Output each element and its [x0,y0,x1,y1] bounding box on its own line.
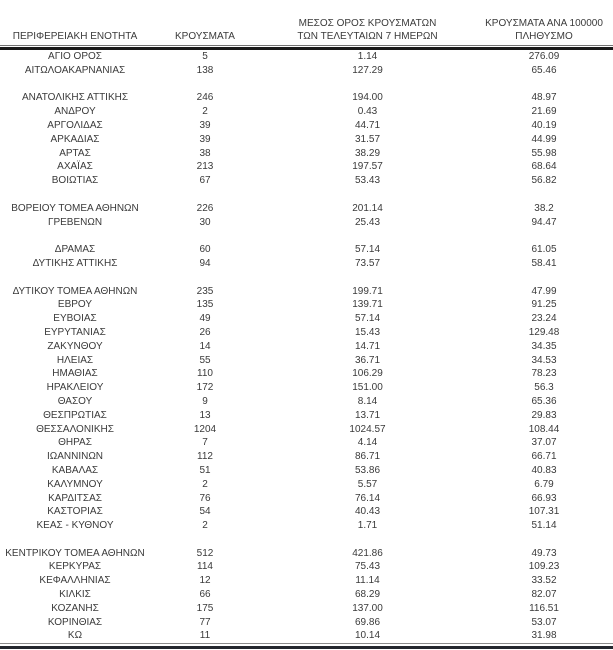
cases-cell: 11 [199,630,211,642]
per100k-cell: 55.98 [531,147,557,159]
table-row [0,119,613,133]
spacer-cell [0,188,613,202]
cases-cell: 213 [196,161,214,173]
per100k-cell: 91.25 [531,299,557,311]
column-header-per-100000 [475,11,613,46]
avg7-cell: 1024.57 [349,423,386,435]
table-row [0,519,613,533]
column-header-line2: ΠΕΡΙΦΕΡΕΙΑΚΗ ΕΝΟΤΗΤΑ [12,31,138,42]
avg7-cell: 201.14 [352,202,383,214]
per100k-cell: 116.51 [529,602,559,614]
cases-cell: 38 [199,147,211,159]
table-row [0,395,613,409]
table-row [0,216,613,230]
avg7-cell: 31.57 [354,133,381,145]
column-header-cases [150,11,260,46]
spacer-row [0,271,613,285]
column-header-line2: ΚΡΟΥΣΜΑΤΑ [175,31,235,42]
cases-cell: 1204 [193,423,217,435]
region-cell: ΚΑΒΑΛΑΣ [51,464,99,476]
column-header-7day-average [260,11,475,46]
column-header-line1: ΚΡΟΥΣΜΑΤΑ ΑΝΑ 100000 [485,18,603,29]
table-row [0,588,613,602]
avg7-cell: 421.86 [352,547,383,559]
table-row [0,326,613,340]
table-row [0,450,613,464]
cases-cell: 39 [199,119,211,131]
avg7-cell: 38.29 [354,147,381,159]
bottom-rules [0,643,613,649]
per100k-cell: 68.64 [531,161,557,173]
region-cell: ΚΟΖΑΝΗΣ [51,602,99,614]
per100k-cell: 31.98 [531,630,557,642]
per100k-cell: 109.23 [528,561,560,573]
avg7-cell: 139.71 [352,299,383,311]
region-cell: ΔΥΤΙΚΗΣ ΑΤΤΙΚΗΣ [32,257,118,269]
avg7-cell: 4.14 [357,437,378,449]
region-cell: ΑΡΚΑΔΙΑΣ [50,133,100,145]
table-row [0,464,613,478]
cases-cell: 76 [199,492,211,504]
column-header-line2: ΤΩΝ ΤΕΛΕΥΤΑΙΩΝ 7 ΗΜΕΡΩΝ [297,31,438,42]
avg7-cell: 137.00 [352,602,383,614]
column-header-regional-unit [0,11,150,46]
avg7-cell: 151.00 [352,382,383,394]
cases-cell: 77 [199,616,211,628]
region-cell: ΕΒΡΟΥ [57,299,93,311]
region-cell: ΚΩ [67,630,83,642]
bottom-thin-rule [0,643,613,644]
region-cell: ΔΡΑΜΑΣ [54,244,96,256]
per100k-cell: 48.97 [531,92,557,104]
table-row [0,257,613,271]
table-row [0,202,613,216]
column-header-line1: ΜΕΣΟΣ ΟΡΟΣ ΚΡΟΥΣΜΑΤΩΝ [298,18,437,29]
per100k-cell: 65.46 [531,64,557,76]
region-cell: ΘΕΣΣΑΛΟΝΙΚΗΣ [36,423,114,435]
table-row [0,602,613,616]
cases-cell: 235 [196,285,214,297]
cases-cell: 12 [199,575,211,587]
table-row [0,616,613,630]
table-row [0,354,613,368]
per100k-cell: 56.82 [531,175,557,187]
per100k-cell: 37.07 [531,437,557,449]
avg7-cell: 76.14 [354,492,381,504]
region-cell: ΚΟΡΙΝΘΙΑΣ [47,616,103,628]
cases-cell: 39 [199,133,211,145]
spacer-row [0,188,613,202]
cases-cell: 226 [196,202,214,214]
cases-cell: 67 [199,175,211,187]
per100k-cell: 51.14 [531,520,557,532]
spacer-row [0,533,613,547]
per100k-cell: 53.07 [531,616,557,628]
header-row [0,11,613,46]
per100k-cell: 78.23 [531,368,557,380]
region-cell: ΓΡΕΒΕΝΩΝ [47,216,103,228]
region-cell: ΑΓΙΟ ΟΡΟΣ [48,51,102,62]
region-cell: ΔΥΤΙΚΟΥ ΤΟΜΕΑ ΑΘΗΝΩΝ [12,285,138,297]
region-cell: ΚΙΛΚΙΣ [59,589,91,601]
avg7-cell: 86.71 [354,451,381,463]
table-body [0,50,613,643]
region-cell: ΖΑΚΥΝΘΟΥ [47,340,103,352]
cases-cell: 55 [199,354,211,366]
cases-cell: 2 [202,478,208,490]
table-row [0,423,613,437]
avg7-cell: 57.14 [354,244,381,256]
table-row [0,381,613,395]
cases-cell: 26 [199,326,211,338]
per100k-cell: 82.07 [531,589,557,601]
table-row [0,505,613,519]
per100k-cell: 21.69 [531,106,557,118]
table-row [0,340,613,354]
cases-cell: 94 [199,257,211,269]
avg7-cell: 53.43 [354,175,381,187]
avg7-cell: 8.14 [357,395,378,407]
region-cell: ΙΩΑΝΝΙΝΩΝ [46,451,104,463]
avg7-cell: 5.57 [357,478,378,490]
cases-cell: 66 [199,589,211,601]
cases-cell: 512 [196,547,214,559]
avg7-cell: 44.71 [354,119,381,131]
table-row [0,105,613,119]
per100k-cell: 23.24 [531,313,557,325]
per100k-cell: 34.35 [531,340,557,352]
table-row [0,298,613,312]
avg7-cell: 127.29 [352,64,383,76]
region-cell: ΘΕΣΠΡΩΤΙΑΣ [43,409,107,421]
per100k-cell: 107.31 [528,506,560,518]
spacer-row [0,229,613,243]
avg7-cell: 57.14 [354,313,381,325]
region-cell: ΚΑΡΔΙΤΣΑΣ [48,492,102,504]
avg7-cell: 25.43 [354,216,381,228]
table-row [0,436,613,450]
per100k-cell: 65.36 [531,395,557,407]
avg7-cell: 0.43 [357,106,378,118]
table-row [0,160,613,174]
table-row [0,285,613,299]
per100k-cell: 34.53 [531,354,557,366]
region-cell: ΚΕΦΑΛΛΗΝΙΑΣ [39,575,111,587]
region-cell: ΗΛΕΙΑΣ [56,354,94,366]
spacer-cell [0,78,613,92]
avg7-cell: 40.43 [354,506,381,518]
region-cell: ΚΕΑΣ - ΚΥΘΝΟΥ [36,520,114,532]
table-row [0,478,613,492]
avg7-cell: 14.71 [354,340,381,352]
region-cell: ΚΑΣΤΟΡΙΑΣ [47,506,103,518]
per100k-cell: 29.83 [531,409,557,421]
avg7-cell: 10.14 [354,630,381,642]
region-cell: ΗΜΑΘΙΑΣ [52,368,98,380]
cases-cell: 246 [196,92,214,104]
table-row [0,50,613,64]
table-row [0,243,613,257]
avg7-cell: 13.71 [354,409,381,421]
bottom-thick-rule [0,646,613,649]
avg7-cell: 11.14 [355,575,380,587]
region-cell: ΘΑΣΟΥ [57,395,93,407]
per100k-cell: 56.3 [534,382,554,394]
cases-cell: 2 [202,106,208,118]
avg7-cell: 68.29 [354,589,381,601]
avg7-cell: 1.71 [357,520,378,532]
region-cell: ΗΡΑΚΛΕΙΟΥ [46,382,104,394]
table-footer [0,643,613,649]
table-row [0,174,613,188]
cases-cell: 2 [202,520,208,532]
spacer-row [0,78,613,92]
cases-cell: 60 [199,244,211,256]
per100k-cell: 38.2 [534,202,554,214]
per100k-cell: 58.41 [531,257,557,269]
cases-cell: 54 [199,506,211,518]
avg7-cell: 73.57 [354,257,381,269]
regional-cases-table [0,11,613,649]
cases-cell: 110 [197,368,213,380]
cases-cell: 49 [199,313,211,325]
region-cell: ΑΡΤΑΣ [59,147,91,159]
cases-cell: 135 [196,299,214,311]
cases-cell: 172 [196,382,214,394]
per100k-cell: 40.83 [531,464,557,476]
spacer-cell [0,229,613,243]
cases-cell: 138 [196,64,214,76]
per100k-cell: 66.93 [531,492,557,504]
region-cell: ΒΟΙΩΤΙΑΣ [51,175,99,187]
table-header [0,11,613,50]
cases-cell: 30 [199,216,211,228]
per100k-cell: 94.47 [531,216,557,228]
region-cell: ΑΙΤΩΛΟΑΚΑΡΝΑΝΙΑΣ [24,64,126,76]
table-row [0,560,613,574]
avg7-cell: 53.86 [354,464,381,476]
cases-cell: 5 [202,51,208,62]
table-row [0,629,613,643]
per100k-cell: 6.79 [534,478,554,490]
region-cell: ΚΕΝΤΡΙΚΟΥ ΤΟΜΕΑ ΑΘΗΝΩΝ [5,547,145,559]
region-cell: ΑΧΑΪΑΣ [57,161,93,173]
avg7-cell: 15.43 [354,326,381,338]
table-row [0,492,613,506]
cases-cell: 175 [196,602,214,614]
region-cell: ΚΑΛΥΜΝΟΥ [47,478,103,490]
avg7-cell: 199.71 [352,285,383,297]
table-row [0,574,613,588]
region-cell: ΘΗΡΑΣ [58,437,92,449]
avg7-cell: 1.14 [357,51,378,62]
per100k-cell: 276.09 [528,51,560,62]
per100k-cell: 61.05 [531,244,557,256]
cases-cell: 7 [202,437,208,449]
table-row [0,312,613,326]
table-row [0,367,613,381]
per100k-cell: 49.73 [531,547,557,559]
per100k-cell: 40.19 [531,119,557,131]
avg7-cell: 36.71 [354,354,381,366]
region-cell: ΑΝΑΤΟΛΙΚΗΣ ΑΤΤΙΚΗΣ [21,92,129,104]
cases-cell: 114 [197,561,213,573]
table-row [0,133,613,147]
cases-cell: 9 [202,395,208,407]
per100k-cell: 129.48 [528,326,560,338]
region-cell: ΑΝΔΡΟΥ [54,106,96,118]
cases-cell: 13 [199,409,211,421]
region-cell: ΑΡΓΟΛΙΔΑΣ [47,119,103,131]
cases-cell: 14 [199,340,211,352]
avg7-cell: 75.43 [354,561,381,573]
table-row [0,409,613,423]
region-cell: ΕΥΡΥΤΑΝΙΑΣ [44,326,106,338]
avg7-cell: 197.57 [352,161,383,173]
table-row [0,91,613,105]
table-row [0,547,613,561]
region-cell: ΒΟΡΕΙΟΥ ΤΟΜΕΑ ΑΘΗΝΩΝ [11,202,139,214]
table-row [0,64,613,78]
spacer-cell [0,271,613,285]
footer-rule-row [0,643,613,649]
avg7-cell: 194.00 [352,92,383,104]
region-cell: ΚΕΡΚΥΡΑΣ [48,561,102,573]
per100k-cell: 47.99 [531,285,557,297]
avg7-cell: 106.29 [352,368,383,380]
region-cell: ΕΥΒΟΙΑΣ [53,313,97,325]
cases-cell: 112 [197,451,213,463]
per100k-cell: 108.44 [528,423,560,435]
avg7-cell: 69.86 [354,616,381,628]
cases-cell: 51 [199,464,211,476]
per100k-cell: 66.71 [531,451,557,463]
spacer-cell [0,533,613,547]
table-row [0,147,613,161]
per100k-cell: 33.52 [531,575,557,587]
per100k-cell: 44.99 [531,133,557,145]
column-header-line2: ΠΛΗΘΥΣΜΟ [515,31,573,42]
